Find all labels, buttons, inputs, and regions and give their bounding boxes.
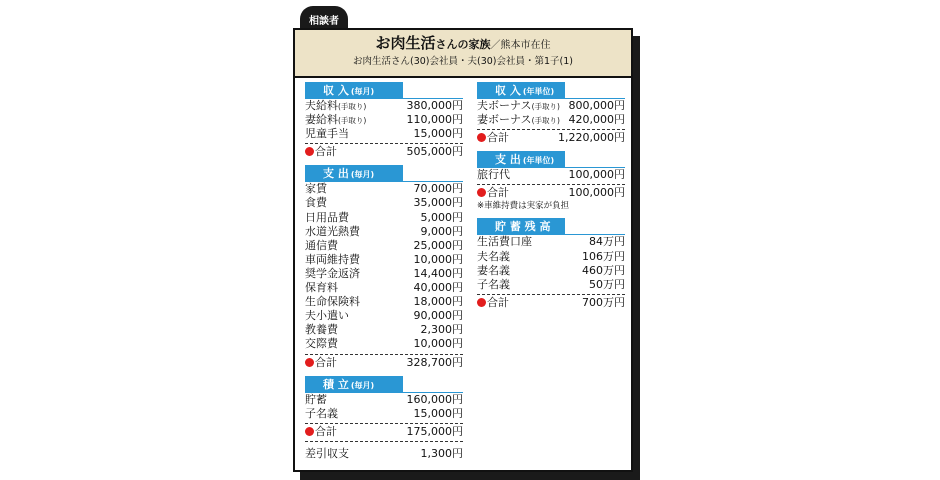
red-dot-icon: [305, 147, 314, 156]
expense-monthly-list: [305, 182, 463, 351]
list-item: [305, 309, 463, 323]
list-item: [477, 278, 625, 292]
item-value: 100,000円: [568, 168, 625, 182]
item-label: 車両維持費: [305, 252, 360, 266]
family-suffix: さんの家族: [435, 38, 491, 51]
item-label: 家賃: [305, 182, 327, 196]
divider: [305, 441, 463, 442]
item-value: 5,000円: [420, 210, 463, 224]
list-item: [305, 295, 463, 309]
savings-monthly-total: 合計 175,000円: [305, 425, 463, 439]
household-card: [293, 28, 633, 472]
item-value: 14,400円: [413, 266, 463, 280]
item-label: 妻ボーナス: [477, 113, 532, 127]
assets-total: 合計 700万円: [477, 296, 625, 310]
list-item: [305, 225, 463, 239]
right-column: [477, 82, 625, 310]
divider: [477, 294, 625, 295]
list-item: [305, 113, 463, 127]
item-label: 奨学金返済: [305, 266, 360, 280]
item-label: 旅行代: [477, 168, 510, 182]
item-label: 夫給料: [305, 99, 338, 112]
item-label: 妻名義: [477, 263, 510, 277]
item-value: 25,000円: [413, 238, 463, 252]
list-item: [477, 99, 625, 113]
consultant-badge: 相談者: [300, 6, 348, 32]
item-value: 35,000円: [413, 196, 463, 210]
item-value: 18,000円: [413, 295, 463, 309]
list-item: [305, 196, 463, 210]
item-label: 子名義: [305, 406, 338, 420]
assets-list: [477, 235, 625, 291]
item-value: 160,000円: [406, 392, 463, 406]
item-value: 40,000円: [413, 281, 463, 295]
item-label: 夫ボーナス: [477, 99, 532, 112]
item-label: 教養費: [305, 323, 338, 337]
list-item: [477, 250, 625, 264]
list-item: [305, 182, 463, 196]
item-label: 生命保険料: [305, 295, 360, 309]
list-item: [305, 127, 463, 141]
list-item: [305, 267, 463, 281]
income-monthly-total: 合計 505,000円: [305, 145, 463, 159]
section-title-expense-monthly: 支 出 (毎月): [305, 165, 403, 182]
expense-yearly-total: 合計 100,000円: [477, 186, 625, 200]
list-item: [305, 337, 463, 351]
item-label: 夫名義: [477, 249, 510, 263]
list-item: [305, 281, 463, 295]
list-item: [477, 168, 625, 182]
item-label: 児童手当: [305, 127, 349, 141]
list-item: [305, 99, 463, 113]
balance-row: 差引収支 1,300円: [305, 446, 463, 460]
item-value: 10,000円: [413, 337, 463, 351]
item-label: 妻給料: [305, 113, 338, 127]
income-yearly-list: [477, 99, 625, 127]
family-name: お肉生活: [375, 34, 436, 52]
red-dot-icon: [477, 133, 486, 142]
section-title-income-yearly: 収 入 (年単位): [477, 82, 565, 99]
section-title-expense-yearly: 支 出 (年単位): [477, 151, 565, 168]
expense-monthly-total: 合計 328,700円: [305, 356, 463, 370]
item-label: 生活費口座: [477, 235, 532, 249]
item-value: 10,000円: [413, 252, 463, 266]
item-value: 15,000円: [413, 127, 463, 141]
item-label: 保育料: [305, 281, 338, 295]
item-note: (手取り): [338, 102, 367, 111]
list-item: [305, 239, 463, 253]
list-item: [305, 407, 463, 421]
item-value: 460万円: [582, 263, 625, 277]
section-title-assets: 貯 蓄 残 高: [477, 218, 565, 235]
car-cost-note: ※車維持費は実家が負担: [477, 201, 570, 212]
family-members: お肉生活さん(30)会社員・夫(30)会社員・第1子(1): [352, 56, 573, 67]
list-item: [305, 253, 463, 267]
red-dot-icon: [477, 188, 486, 197]
list-item: [477, 113, 625, 127]
item-label: 日用品費: [305, 210, 349, 224]
item-note: (手取り): [531, 116, 560, 126]
item-value: 70,000円: [413, 182, 463, 196]
red-dot-icon: [477, 298, 486, 307]
card-header: [295, 30, 631, 78]
item-value: 110,000円: [406, 113, 463, 127]
item-label: 水道光熱費: [305, 224, 360, 238]
savings-monthly-list: [305, 393, 463, 421]
expense-yearly-list: [477, 168, 625, 182]
divider: [305, 354, 463, 355]
list-item: [477, 264, 625, 278]
item-note: (手取り): [531, 102, 560, 111]
item-label: 通信費: [305, 238, 338, 252]
item-value: 2,300円: [420, 323, 463, 337]
family-location: ／熊本市在住: [490, 40, 551, 51]
item-value: 9,000円: [420, 224, 463, 238]
list-item: [477, 235, 625, 249]
item-value: 380,000円: [406, 99, 463, 112]
list-item: [305, 211, 463, 225]
item-value: 106万円: [582, 249, 625, 263]
item-label: 食費: [305, 196, 327, 210]
list-item: [305, 393, 463, 407]
divider: [305, 423, 463, 424]
item-label: 貯蓄: [305, 392, 327, 406]
red-dot-icon: [305, 358, 314, 367]
list-item: [305, 323, 463, 337]
red-dot-icon: [305, 427, 314, 436]
family-title: [295, 34, 631, 55]
item-label: 子名義: [477, 277, 510, 291]
item-label: 夫小遣い: [305, 309, 349, 323]
income-yearly-total: 合計 1,220,000円: [477, 131, 625, 145]
item-value: 800,000円: [568, 99, 625, 112]
item-label: 交際費: [305, 337, 338, 351]
left-column: [305, 82, 463, 461]
item-value: 15,000円: [413, 406, 463, 420]
item-value: 90,000円: [413, 309, 463, 323]
section-title-income-monthly: 収 入 (毎月): [305, 82, 403, 99]
item-value: 84万円: [589, 235, 625, 249]
section-title-savings-monthly: 積 立 (毎月): [305, 376, 403, 393]
item-note: (手取り): [338, 116, 367, 126]
item-value: 420,000円: [568, 113, 625, 127]
item-value: 50万円: [589, 277, 625, 291]
income-monthly-list: [305, 99, 463, 141]
